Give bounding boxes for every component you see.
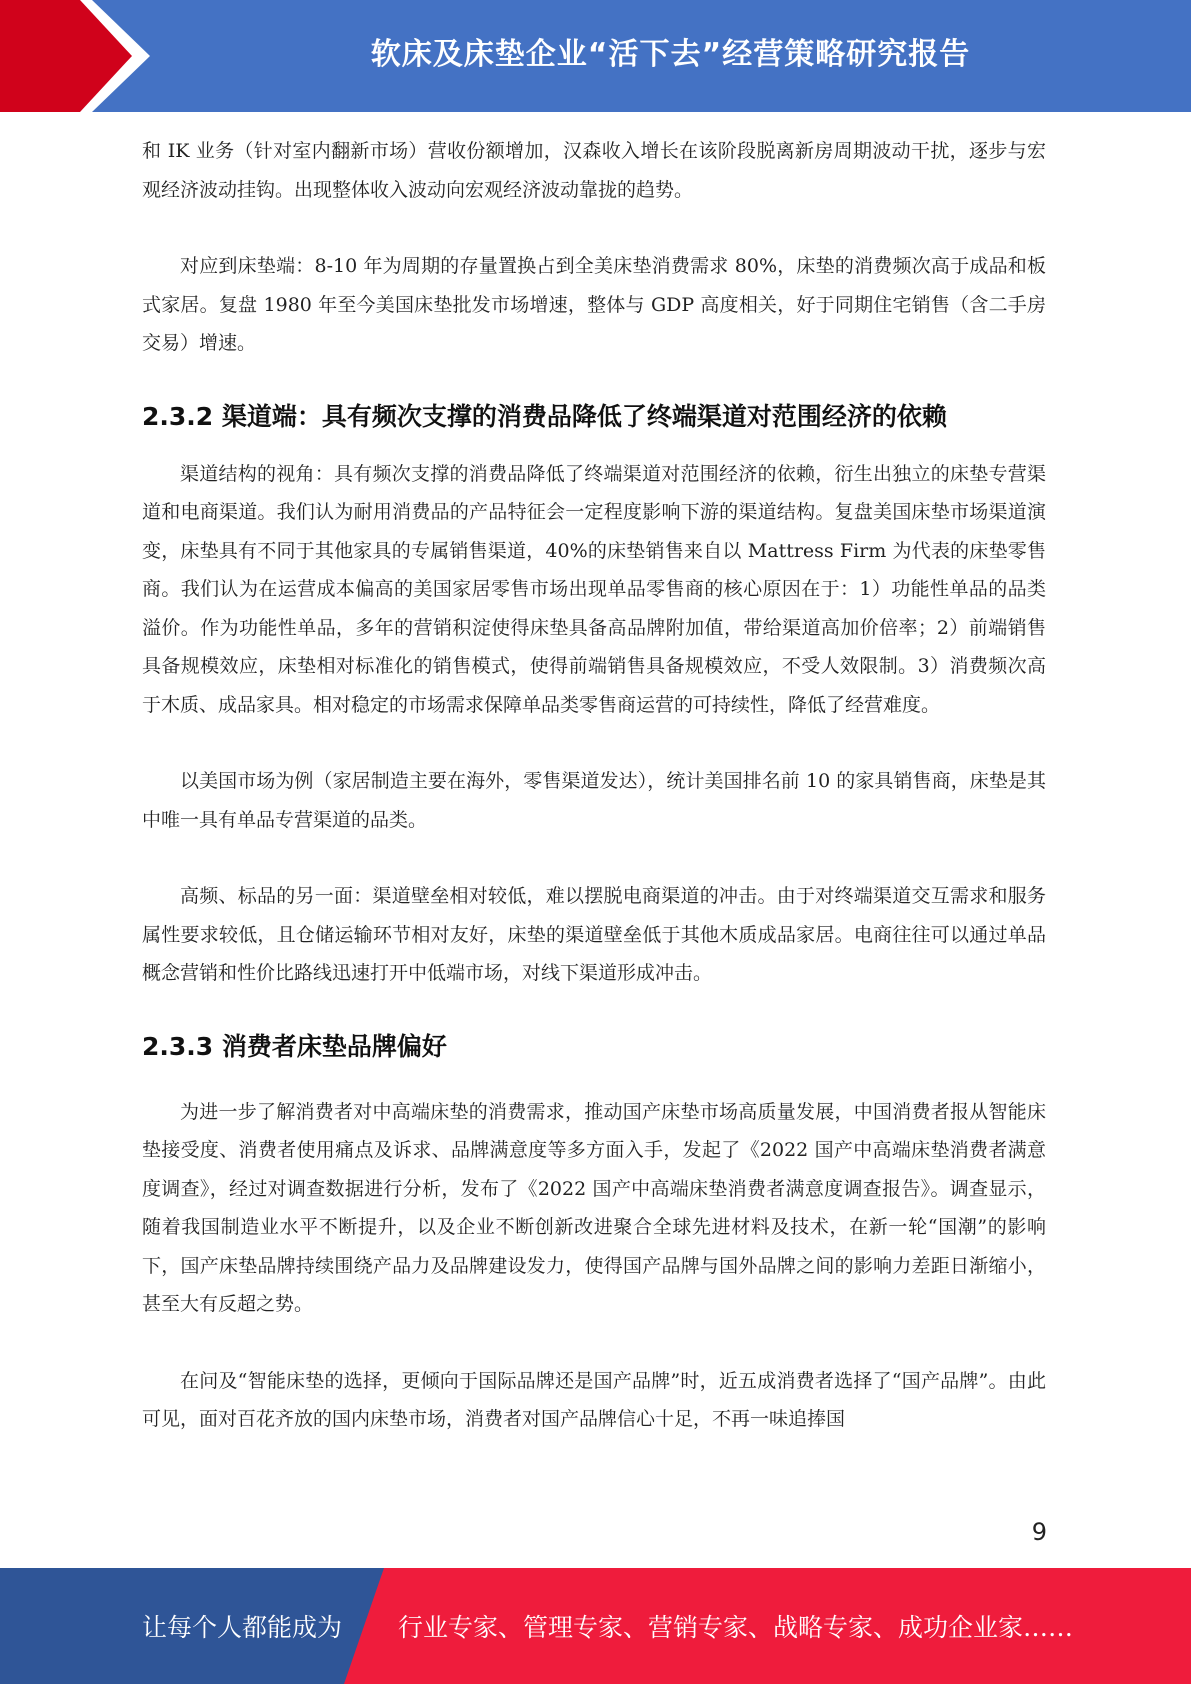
- paragraph: 对应到床垫端：8-10 年为周期的存量置换占到全美床垫消费需求 80%，床垫的消费频次高于成品和板式家居。复盘 1980 年至今美国床垫批发市场增速，整体与 GDP 高度相关，好于同期住宅销售（含二手房交易）增速。: [142, 255, 1046, 354]
- header-title: 软床及床垫企业“活下去”经营策略研究报告: [370, 37, 971, 72]
- paragraph: 在问及“智能床垫的选择，更倾向于国际品牌还是国产品牌”时，近五成消费者选择了“国产品牌”。由此可见，面对百花齐放的国内床垫市场，消费者对国产品牌信心十足，不再一味追捧国: [142, 1369, 1046, 1430]
- paragraph: 高频、标品的另一面：渠道壁垒相对较低，难以摆脱电商渠道的冲击。由于对终端渠道交互需求和服务属性要求较低，且仓储运输环节相对友好，床垫的渠道壁垒低于其他木质成品家居。电商往往可以通过单品概念营销和性价比路线迅速打开中低端市场，对线下渠道形成冲击。: [142, 885, 1046, 984]
- page-header: [0, 0, 1191, 112]
- paragraph: 渠道结构的视角：具有频次支撑的消费品降低了终端渠道对范围经济的依赖，衍生出独立的床垫专营渠道和电商渠道。我们认为耐用消费品的产品特征会一定程度影响下游的渠道结构。复盘美国床垫市场渠道演变，床垫具有不同于其他家具的专属销售渠道，40%的床垫销售来自以 Mattress Firm 为代表的床垫零售商。我们认为在运营成本偏高的美国家居零售市场出现单品零售商的核心原因在于：1）功能性单品的品类溢价。作为功能性单品，多年的营销积淀使得床垫具备高品牌附加值，带给渠道高加价倍率；2）前端销售具备规模效应，床垫相对标准化的销售模式，使得前端销售具备规模效应，不受人效限制。3）消费频次高于木质、成品家具。相对稳定的市场需求保障单品类零售商运营的可持续性，降低了经营难度。: [142, 462, 1046, 716]
- section-heading: 2.3.3 消费者床垫品牌偏好: [142, 1031, 447, 1061]
- footer-slogan-right: 行业专家、管理专家、营销专家、战略专家、成功企业家……: [398, 1613, 1074, 1642]
- footer-slogan-left: 让每个人都能成为: [142, 1613, 343, 1642]
- paragraph: 为进一步了解消费者对中高端床垫的消费需求，推动国产床垫市场高质量发展，中国消费者报从智能床垫接受度、消费者使用痛点及诉求、品牌满意度等多方面入手，发起了《2022 国产中高端床垫消费者满意度调查》，经过对调查数据进行分析，发布了《2022 国产中高端床垫消费者满意度调查报告》。调查显示，随着我国制造业水平不断提升，以及企业不断创新改进聚合全球先进材料及技术，在新一轮“国潮”的影响下，国产床垫品牌持续围绕产品力及品牌建设发力，使得国产品牌与国外品牌之间的影响力差距日渐缩小，甚至大有反超之势。: [142, 1100, 1046, 1315]
- section-heading: 2.3.2 渠道端：具有频次支撑的消费品降低了终端渠道对范围经济的依赖: [142, 401, 947, 431]
- page-footer: [0, 1568, 1191, 1684]
- page-number: 9: [1031, 1518, 1047, 1546]
- paragraph: 和 IK 业务（针对室内翻新市场）营收份额增加，汉森收入增长在该阶段脱离新房周期波动干扰，逐步与宏观经济波动挂钩。出现整体收入波动向宏观经济波动靠拢的趋势。: [142, 140, 1046, 201]
- paragraph: 以美国市场为例（家居制造主要在海外，零售渠道发达），统计美国排名前 10 的家具销售商，床垫是其中唯一具有单品专营渠道的品类。: [142, 770, 1046, 831]
- page-content: [142, 132, 1046, 1439]
